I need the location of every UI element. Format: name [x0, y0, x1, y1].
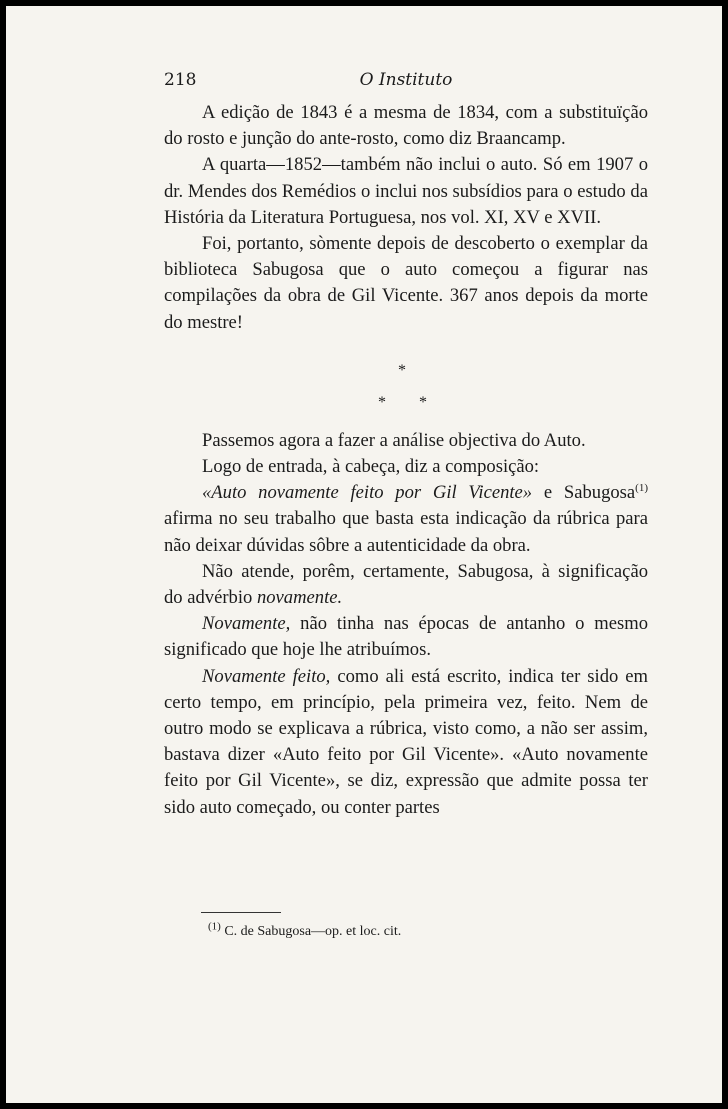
separator-asterisk: * — [419, 393, 427, 411]
page-header — [164, 70, 648, 94]
body-text — [164, 100, 648, 821]
separator-asterisk: * — [398, 361, 406, 379]
footnote-ref: (1) — [635, 482, 648, 495]
book-page — [6, 6, 722, 1103]
paragraph: A quarta—1852—também não inclui o auto. Só em 1907 o dr. Mendes dos Remédios o inclui nos subsídios para o estudo da História da Literatura Portuguesa, nos vol. XI, XV e XVII. — [164, 154, 648, 228]
paragraph: Não atende, porêm, certamente, Sabugosa, à significação do advérbio novamente. — [164, 560, 648, 609]
italic-term: novamente. — [256, 587, 343, 609]
paragraph: Novamente feito, como ali está escrito, indica ter sido em certo tempo, em princípio, pela primeira vez, feito. Nem de outro modo se explicava a rúbrica, visto como, a não ser assim, bastava dizer «Auto feito por Gil Vicente». «Auto novamente feito por Gil Vicente», se diz, expressão que admite possa ter sido auto começado, ou conter partes — [164, 665, 648, 818]
paragraph: Logo de entrada, à cabeça, diz a composição: — [202, 456, 540, 478]
paragraph: «Auto novamente feito por Gil Vicente» e Sabugosa$^{(1)}$ afirma no seu trabalho que basta esta indicação da rúbrica para não deixar dúvidas sôbre a autenticidade da obra. — [164, 482, 648, 556]
italic-term: Novamente feito, — [202, 665, 331, 687]
footnote-text: C. de Sabugosa—op. et loc. cit. — [220, 924, 402, 939]
separator-asterisk: * — [378, 393, 386, 411]
footnote-divider — [201, 912, 281, 913]
footnote — [208, 920, 402, 940]
paragraph: Novamente, não tinha nas épocas de antanho o mesmo significado que hoje lhe atribuímos. — [164, 613, 648, 661]
footnote-marker: (1) — [208, 920, 221, 933]
italic-term: Novamente, — [202, 613, 291, 635]
page-number: 218 — [164, 70, 197, 90]
section-separator — [164, 336, 648, 428]
auto-title-quote: «Auto novamente feito por Gil Vicente» — [202, 482, 533, 504]
running-title: O Instituto — [359, 70, 453, 90]
paragraph: Passemos agora a fazer a análise objectiva do Auto. — [202, 429, 586, 451]
paragraph: Foi, portanto, sòmente depois de descoberto o exemplar da biblioteca Sabugosa que o auto começou a figurar nas compilações da obra de Gil Vicente. 367 anos depois da morte do mestre! — [164, 233, 648, 333]
paragraph: A edição de 1843 é a mesma de 1834, com a substituïção do rosto e junção do ante-rosto, como diz Braancamp. — [164, 102, 648, 150]
